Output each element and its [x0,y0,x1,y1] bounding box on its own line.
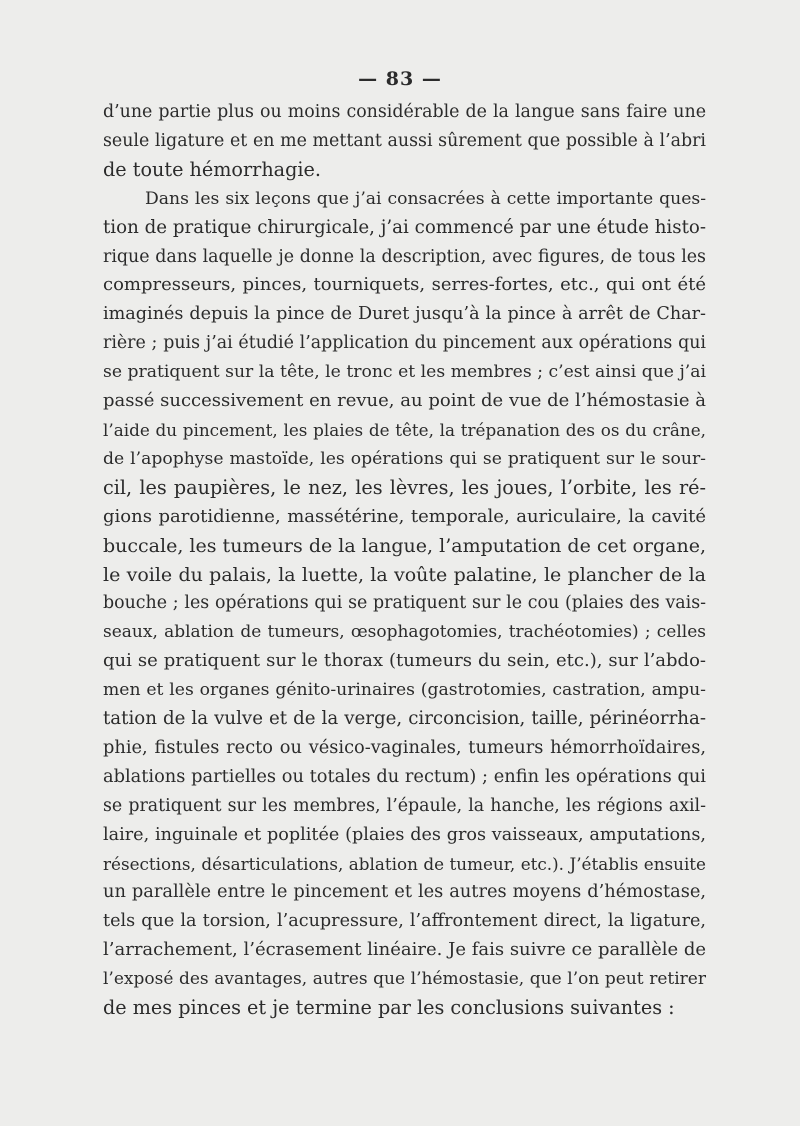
text-line: de toute hémorrhagie. [103,157,321,181]
text-line: gions parotidienne, massétérine, temporale, auriculaire, la cavité [103,505,706,527]
text-line: rière ; puis j’ai étudié l’application du pincement aux opérations qui [103,333,706,354]
text-line: laire, inguinale et poplitée (plaies des gros vaisseaux, amputations, [103,824,706,845]
text-line: tation de la vulve et de la verge, circoncision, taille, périnéorrha- [103,708,706,730]
paragraph-1 [103,98,706,185]
body-text [103,98,706,1023]
text-line: passé successivement en revue, au point de vue de l’hémostasie à [103,390,706,412]
text-line: rique dans laquelle je donne la description, avec figures, de tous les [103,246,706,267]
text-line: Dans les six leçons que j’ai consacrées à cette importante ques- [145,188,706,209]
text-line: bouche ; les opérations qui se pratiquent sur le cou (plaies des vais- [103,593,706,614]
text-line: tion de pratique chirurgicale, j’ai commencé par une étude histo- [103,216,706,238]
text-line: de l’apophyse mastoïde, les opérations qui se pratiquent sur le sour- [103,448,706,469]
text-line: ablations partielles ou totales du rectum) ; enfin les opérations qui [103,765,706,787]
text-line: tels que la torsion, l’acupressure, l’affrontement direct, la ligature, [103,911,706,932]
text-line: l’arrachement, l’écrasement linéaire. Je fais suivre ce parallèle de [103,939,707,961]
text-line: l’aide du pincement, les plaies de tête, la trépanation des os du crâne, [103,419,706,440]
text-line: un parallèle entre le pincement et les autres moyens d’hémostase, [103,881,706,903]
text-line: l’exposé des avantages, autres que l’hémostasie, que l’on peut retirer [103,969,706,990]
text-line: imaginés depuis la pince de Duret jusqu’à la pince à arrêt de Char- [103,304,706,325]
text-line: buccale, les tumeurs de la langue, l’amputation de cet organe, [103,534,706,557]
text-line: men et les organes génito-urinaires (gastrotomies, castration, ampu- [103,680,706,701]
text-line: d’une partie plus ou moins considérable de la langue sans faire une [103,102,706,122]
text-line: résections, désarticulations, ablation de tumeur, etc.). J’établis ensuite [103,853,706,874]
text-line: seaux, ablation de tumeurs, œsophagotomies, trachéotomies) ; celles [103,622,706,643]
text-line: se pratiquent sur les membres, l’épaule, la hanche, les régions axil- [103,795,706,816]
text-line: cil, les paupières, le nez, les lèvres, les joues, l’orbite, les ré- [103,475,706,499]
text-line: de mes pinces et je termine par les conclusions suivantes : [103,996,675,1020]
text-line: compresseurs, pinces, tourniquets, serres-fortes, etc., qui ont été [103,274,706,296]
text-line: le voile du palais, la luette, la voûte palatine, le plancher de la [103,563,706,586]
text-line: phie, fistules recto ou vésico-vaginales, tumeurs hémorrhoïdaires, [103,736,706,758]
text-line: qui se pratiquent sur le thorax (tumeurs du sein, etc.), sur l’abdo- [103,650,706,672]
text-line: se pratiquent sur la tête, le tronc et les membres ; c’est ainsi que j’ai [103,362,706,383]
text-line: seule ligature et en me mettant aussi sûrement que possible à l’abri [103,130,706,151]
page-number: — 83 — [358,68,442,90]
paragraph-2 [103,185,706,1023]
